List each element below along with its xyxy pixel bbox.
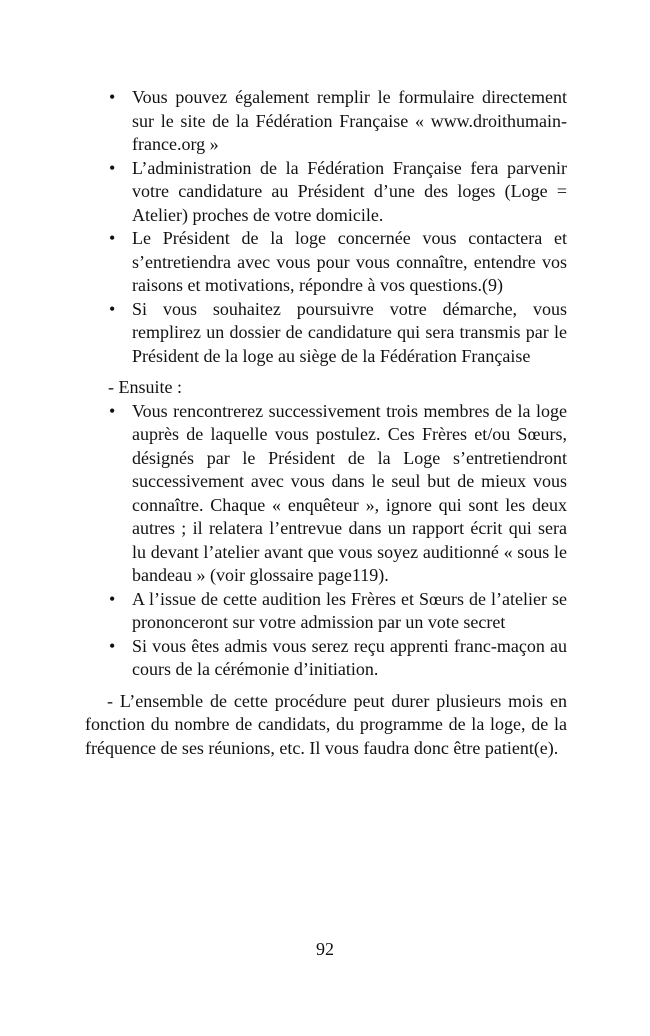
list-item-text: Le Président de la loge concernée vous contactera et s’entretiendra avec vous pour vous connaître, entendre vos raisons et motivations, répondre à vos questions.(9) [132,228,567,295]
list-item [85,157,567,228]
list-item-text: L’administration de la Fédération Française fera parvenir votre candidature au Président d’une des loges (Loge = Atelier) proches de votre domicile. [132,157,567,225]
bullet-list-procedure [85,86,567,368]
list-item [85,400,567,588]
bullet-icon: • [109,87,116,107]
page-number: 92 [316,939,334,959]
bullet-list-next-steps [85,400,567,682]
closing-paragraph: - L’ensemble de cette procédure peut durer plusieurs mois en fonction du nombre de candidats, du programme de la loge, de la fréquence de ses réunions, etc. Il vous faudra donc être patient(e). [85,690,567,758]
list-item [85,298,567,369]
list-item [85,86,567,157]
bullet-icon: • [109,228,116,248]
bullet-icon: • [109,588,116,609]
list-item-text: Vous rencontrerez successivement trois membres de la loge auprès de laquelle vous postulez. Ces Frères et/ou Sœurs, désignés par le Président de la Loge s’entretiendront successivement avec vous dans le seul but de mieux vous connaître. Chaque « enquêteur », ignore qui sont les deux autres ; il relatera l’entrevue dans un rapport écrit qui sera lu devant l’atelier avant que vous soyez auditionné « sous le bandeau » (voir glossaire page119). [132,400,567,585]
list-item-text: Vous pouvez également remplir le formulaire directement sur le site de la Fédération Française « www.droithumain-france.org » [132,87,567,154]
list-item [85,588,567,635]
list-item-text: Si vous êtes admis vous serez reçu apprenti franc-maçon au cours de la cérémonie d’initiation. [132,635,567,679]
list-item-text: Si vous souhaitez poursuivre votre démarche, vous remplirez un dossier de candidature qui sera transmis par le Président de la loge au siège de la Fédération Française [132,298,567,366]
page-body [85,86,567,778]
list-item [85,635,567,682]
list-item [85,227,567,298]
bullet-icon: • [109,635,116,656]
bullet-icon: • [109,400,116,421]
bullet-icon: • [109,157,116,178]
section-subheading: - Ensuite : [108,377,182,397]
list-item-text: A l’issue de cette audition les Frères et Sœurs de l’atelier se prononceront sur votre admission par un vote secret [132,588,567,632]
bullet-icon: • [109,298,116,319]
